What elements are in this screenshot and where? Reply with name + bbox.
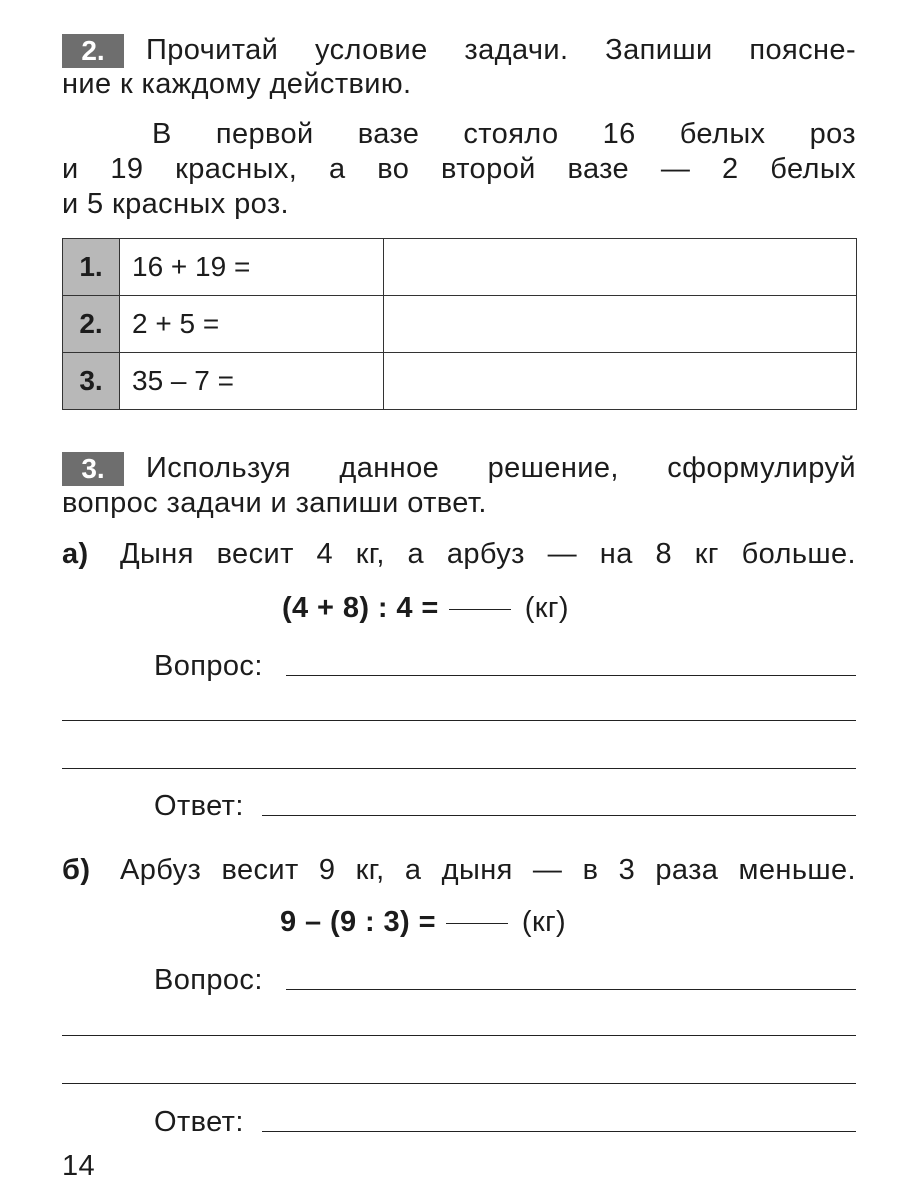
task-3-instruction-line-2: вопрос задачи и запиши ответ. [62,487,487,519]
task-2-condition-line-1: В первой вазе стояло 16 белых роз [152,118,856,150]
unit-label: (кг) [521,906,567,938]
step-number: 3. [63,353,120,410]
subtask-b-text: Арбуз весит 9 кг, а дыня — в 3 раза меньше. [120,854,856,886]
page-number: 14 [62,1150,96,1182]
question-line[interactable] [62,1035,856,1036]
task-2-condition-line-3: и 5 красных роз. [62,188,289,220]
subtask-a-label: а) [62,538,89,570]
subtask-b-label: б) [62,854,91,886]
task-2-instruction-line-1: Прочитай условие задачи. Запиши поясне- [146,34,856,66]
answer-label: Ответ: [154,1106,244,1138]
explanation-cell[interactable] [384,239,857,296]
task-2-instruction-line-2: ние к каждому действию. [62,68,412,100]
solution-table [62,238,857,410]
explanation-cell[interactable] [384,353,857,410]
task-3-number-badge: 3. [62,452,124,486]
question-label: Вопрос: [154,964,263,996]
explanation-cell[interactable] [384,296,857,353]
task-2-condition-line-2: и 19 красных, а во второй вазе — 2 белых [62,153,856,185]
unit-label: (кг) [524,592,569,624]
subtask-b-equation: 9 – (9 : 3) = [280,906,436,938]
task-3-instruction-line-1: Используя данное решение, сформулируй [146,452,856,484]
answer-blank[interactable] [446,922,508,924]
table-row [63,353,857,410]
subtask-a-equation: (4 + 8) : 4 = [282,592,439,624]
step-expression: 2 + 5 = [120,296,384,353]
table-row [63,239,857,296]
table-row [63,296,857,353]
question-line[interactable] [286,989,856,990]
answer-line[interactable] [262,815,856,816]
answer-label: Ответ: [154,790,244,822]
question-line[interactable] [62,1083,856,1084]
answer-blank[interactable] [449,608,511,610]
question-line[interactable] [62,720,856,721]
subtask-b-equation-row [280,906,566,939]
question-label: Вопрос: [154,650,263,682]
subtask-a-text: Дыня весит 4 кг, а арбуз — на 8 кг больше. [120,538,856,570]
task-2-number-badge: 2. [62,34,124,68]
step-expression: 16 + 19 = [120,239,384,296]
step-number: 2. [63,296,120,353]
step-number: 1. [63,239,120,296]
step-expression: 35 – 7 = [120,353,384,410]
subtask-a-equation-row [282,592,569,625]
question-line[interactable] [286,675,856,676]
question-line[interactable] [62,768,856,769]
answer-line[interactable] [262,1131,856,1132]
